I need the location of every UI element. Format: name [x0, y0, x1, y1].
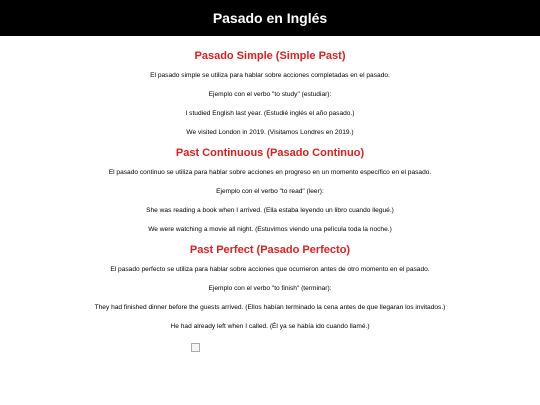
example-sentence: We were watching a movie all night. (Estuvimos viendo una película toda la noche.) [148, 226, 392, 233]
section-title-simple-past: Pasado Simple (Simple Past) [194, 50, 346, 62]
page-title: Pasado en Inglés [212, 10, 328, 26]
example-intro: Ejemplo con el verbo "to finish" (terminar): [208, 285, 332, 292]
example-sentence: They had finished dinner before the guests arrived. (Ellos habían terminado la cena antes de que llegaran los invitados.) [94, 304, 446, 311]
example-intro: Ejemplo con el verbo "to study" (estudiar): [208, 91, 332, 98]
example-sentence: He had already left when I called. (Él ya se había ido cuando llamé.) [170, 323, 370, 330]
example-intro: Ejemplo con el verbo "to read" (leer): [216, 188, 324, 195]
example-sentence: We visited London in 2019. (Visitamos Londres en 2019.) [186, 129, 354, 136]
broken-image-icon [191, 343, 200, 352]
example-sentence: I studied English last year. (Estudié inglés el año pasado.) [185, 110, 355, 117]
main-content [0, 50, 540, 357]
section-title-past-perfect: Past Perfect (Pasado Perfecto) [189, 244, 351, 256]
section-intro: El pasado continuo se utiliza para hablar sobre acciones en progreso en un momento específico en el pasado. [108, 169, 432, 176]
section-intro: El pasado simple se utiliza para hablar sobre acciones completadas en el pasado. [150, 72, 390, 79]
section-intro: El pasado perfecto se utiliza para hablar sobre acciones que ocurrieron antes de otro momento en el pasado. [110, 266, 430, 273]
example-sentence: She was reading a book when I arrived. (Ella estaba leyendo un libro cuando llegué.) [146, 207, 394, 214]
section-title-past-continuous: Past Continuous (Pasado Continuo) [175, 147, 365, 159]
header-bar [0, 0, 540, 36]
